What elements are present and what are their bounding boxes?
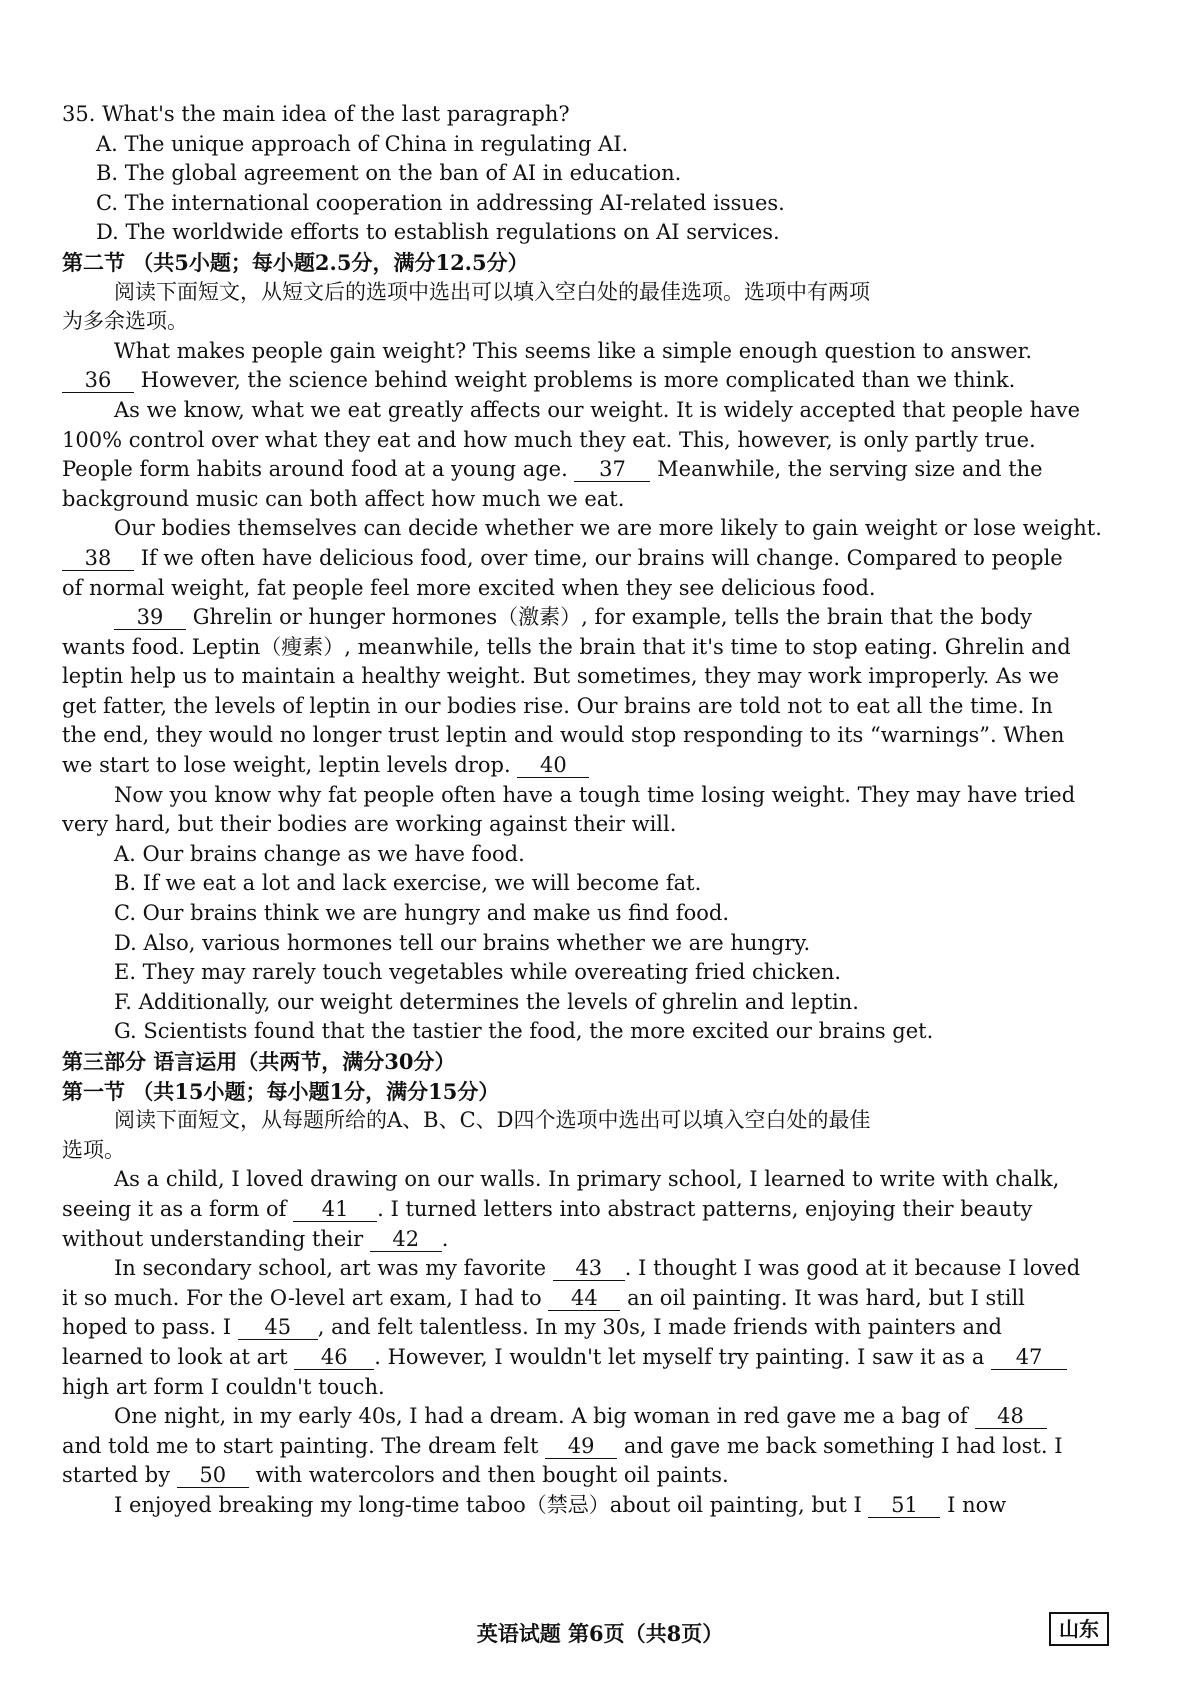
passage-text: Ghrelin or hunger hormones（激素）, for example, tells the brain that the body — [192, 605, 1033, 630]
blank-37: 37 — [574, 457, 650, 482]
blank-36: 36 — [62, 368, 134, 393]
blank-44: 44 — [548, 1286, 620, 1311]
q35-option-c: C. The international cooperation in addressing AI-related issues. — [96, 190, 785, 215]
passage-line — [62, 1343, 1122, 1373]
passage-text: However, the science behind weight problems is more complicated than we think. — [140, 368, 1016, 393]
passage-line — [62, 603, 1122, 633]
passage-line — [62, 1254, 1122, 1284]
passage-line: What makes people gain weight? This seems like a simple enough question to answer. — [114, 338, 1033, 363]
section-2-option-a: A. Our brains change as we have food. — [114, 841, 525, 866]
section-2-option-c: C. Our brains think we are hungry and make us find food. — [114, 901, 729, 926]
section-2-option-b: B. If we eat a lot and lack exercise, we will become fat. — [114, 871, 702, 896]
passage-text: . I turned letters into abstract patterns, enjoying their beauty — [377, 1196, 1033, 1221]
part-3-instruction: 阅读下面短文，从每题所给的A、B、C、D四个选项中选出可以填入空白处的最佳 — [114, 1108, 871, 1133]
section-2-instruction: 阅读下面短文，从短文后的选项中选出可以填入空白处的最佳选项。选项中有两项 — [114, 279, 870, 304]
blank-49: 49 — [545, 1434, 617, 1459]
passage-text: People form habits around food at a young age. — [62, 457, 568, 482]
passage-line: of normal weight, fat people feel more excited when they see delicious food. — [62, 575, 876, 600]
exam-page — [62, 100, 1122, 1521]
passage-line: Our bodies themselves can decide whether we are more likely to gain weight or lose weight. — [114, 516, 1102, 541]
passage-line — [62, 366, 1122, 396]
passage-line — [62, 455, 1122, 485]
passage-line — [62, 751, 1122, 781]
q35-option-a: A. The unique approach of China in regulating AI. — [96, 131, 629, 156]
passage-text: I now — [947, 1492, 1007, 1517]
question-35-stem: 35. What's the main idea of the last paragraph? — [62, 102, 570, 126]
passage-line: wants food. Leptin（瘦素）, meanwhile, tells the brain that it's time to stop eating. Ghrelin and — [62, 634, 1071, 659]
passage-text: Meanwhile, the serving size and the — [657, 457, 1043, 482]
passage-text: seeing it as a form of — [62, 1196, 287, 1221]
passage-text: . I thought I was good at it because I loved — [624, 1256, 1081, 1281]
passage-line — [62, 1402, 1122, 1432]
blank-40: 40 — [517, 753, 589, 778]
passage-line — [62, 1461, 1122, 1491]
passage-line — [62, 1225, 1122, 1255]
blank-39: 39 — [114, 605, 186, 630]
passage-text: hoped to pass. I — [62, 1315, 232, 1340]
passage-text: , and felt talentless. In my 30s, I made friends with painters and — [317, 1315, 1002, 1340]
section-2-option-g: G. Scientists found that the tastier the food, the more excited our brains get. — [114, 1019, 934, 1044]
passage-line: high art form I couldn't touch. — [62, 1374, 385, 1399]
q35-option-b: B. The global agreement on the ban of AI in education. — [96, 161, 682, 186]
blank-45: 45 — [238, 1315, 318, 1340]
passage-text: learned to look at art — [62, 1344, 288, 1369]
passage-line: leptin help us to maintain a healthy weight. But sometimes, they may work improperly. As we — [62, 664, 1060, 689]
passage-line — [62, 1491, 1122, 1521]
q35-option-d: D. The worldwide efforts to establish regulations on AI services. — [96, 220, 780, 245]
passage-text: I enjoyed breaking my long-time taboo（禁忌）about oil painting, but I — [114, 1492, 862, 1517]
passage-line: very hard, but their bodies are working against their will. — [62, 812, 677, 837]
passage-text: . — [441, 1226, 449, 1251]
passage-line: As a child, I loved drawing on our walls. In primary school, I learned to write with chalk, — [114, 1167, 1060, 1192]
passage-line: get fatter, the levels of leptin in our bodies rise. Our brains are told not to eat all the time. In — [62, 693, 1053, 718]
blank-51: 51 — [868, 1493, 940, 1518]
blank-46: 46 — [294, 1345, 374, 1370]
passage-line — [62, 1432, 1122, 1462]
passage-line — [62, 1313, 1122, 1343]
passage-text: with watercolors and then bought oil paints. — [255, 1463, 729, 1488]
passage-text: If we often have delicious food, over time, our brains will change. Compared to people — [140, 545, 1063, 570]
passage-text: One night, in my early 40s, I had a dream. A big woman in red gave me a bag of — [114, 1404, 968, 1429]
page-footer: 英语试题 第6页（共8页） — [476, 1621, 724, 1646]
part-3-heading: 第三部分 语言运用（共两节，满分30分） — [62, 1049, 456, 1074]
passage-line: 100% control over what they eat and how much they eat. This, however, is only partly true. — [62, 427, 1036, 452]
part-3-section-1-heading: 第一节 （共15小题；每小题1分，满分15分） — [62, 1078, 500, 1104]
blank-48: 48 — [975, 1404, 1047, 1429]
section-2-option-d: D. Also, various hormones tell our brains whether we are hungry. — [114, 930, 811, 955]
blank-38: 38 — [62, 546, 134, 571]
passage-text: . However, I wouldn't let myself try painting. I saw it as a — [374, 1344, 985, 1369]
section-2-option-e: E. They may rarely touch vegetables while overeating fried chicken. — [114, 960, 842, 985]
section-2-instruction-cont: 为多余选项。 — [62, 309, 188, 334]
blank-43: 43 — [553, 1256, 625, 1281]
blank-47: 47 — [991, 1345, 1067, 1370]
passage-text: we start to lose weight, leptin levels drop. — [62, 753, 511, 778]
passage-text: In secondary school, art was my favorite — [114, 1256, 547, 1281]
passage-line: the end, they would no longer trust leptin and would stop responding to its “warnings”. When — [62, 723, 1065, 748]
passage-line — [62, 1195, 1122, 1225]
passage-line — [62, 544, 1122, 574]
passage-text: and told me to start painting. The dream felt — [62, 1433, 539, 1458]
passage-text: and gave me back something I had lost. I — [623, 1433, 1063, 1458]
passage-text: an oil painting. It was hard, but I still — [627, 1285, 1025, 1310]
blank-41: 41 — [293, 1197, 377, 1222]
section-2-option-f: F. Additionally, our weight determines the levels of ghrelin and leptin. — [114, 989, 859, 1014]
passage-text: without understanding their — [62, 1226, 364, 1251]
passage-text: it so much. For the O-level art exam, I had to — [62, 1285, 542, 1310]
passage-line: Now you know why fat people often have a tough time losing weight. They may have tried — [114, 782, 1076, 807]
passage-line: As we know, what we eat greatly affects our weight. It is widely accepted that people have — [114, 397, 1081, 422]
passage-line — [62, 1284, 1122, 1314]
blank-42: 42 — [370, 1227, 442, 1252]
blank-50: 50 — [177, 1463, 249, 1488]
region-stamp: 山东 — [1049, 1612, 1109, 1646]
section-2-heading: 第二节 （共5小题；每小题2.5分，满分12.5分） — [62, 249, 529, 275]
part-3-instruction-cont: 选项。 — [62, 1137, 125, 1162]
passage-text: started by — [62, 1463, 171, 1488]
passage-line: background music can both affect how much we eat. — [62, 486, 625, 511]
